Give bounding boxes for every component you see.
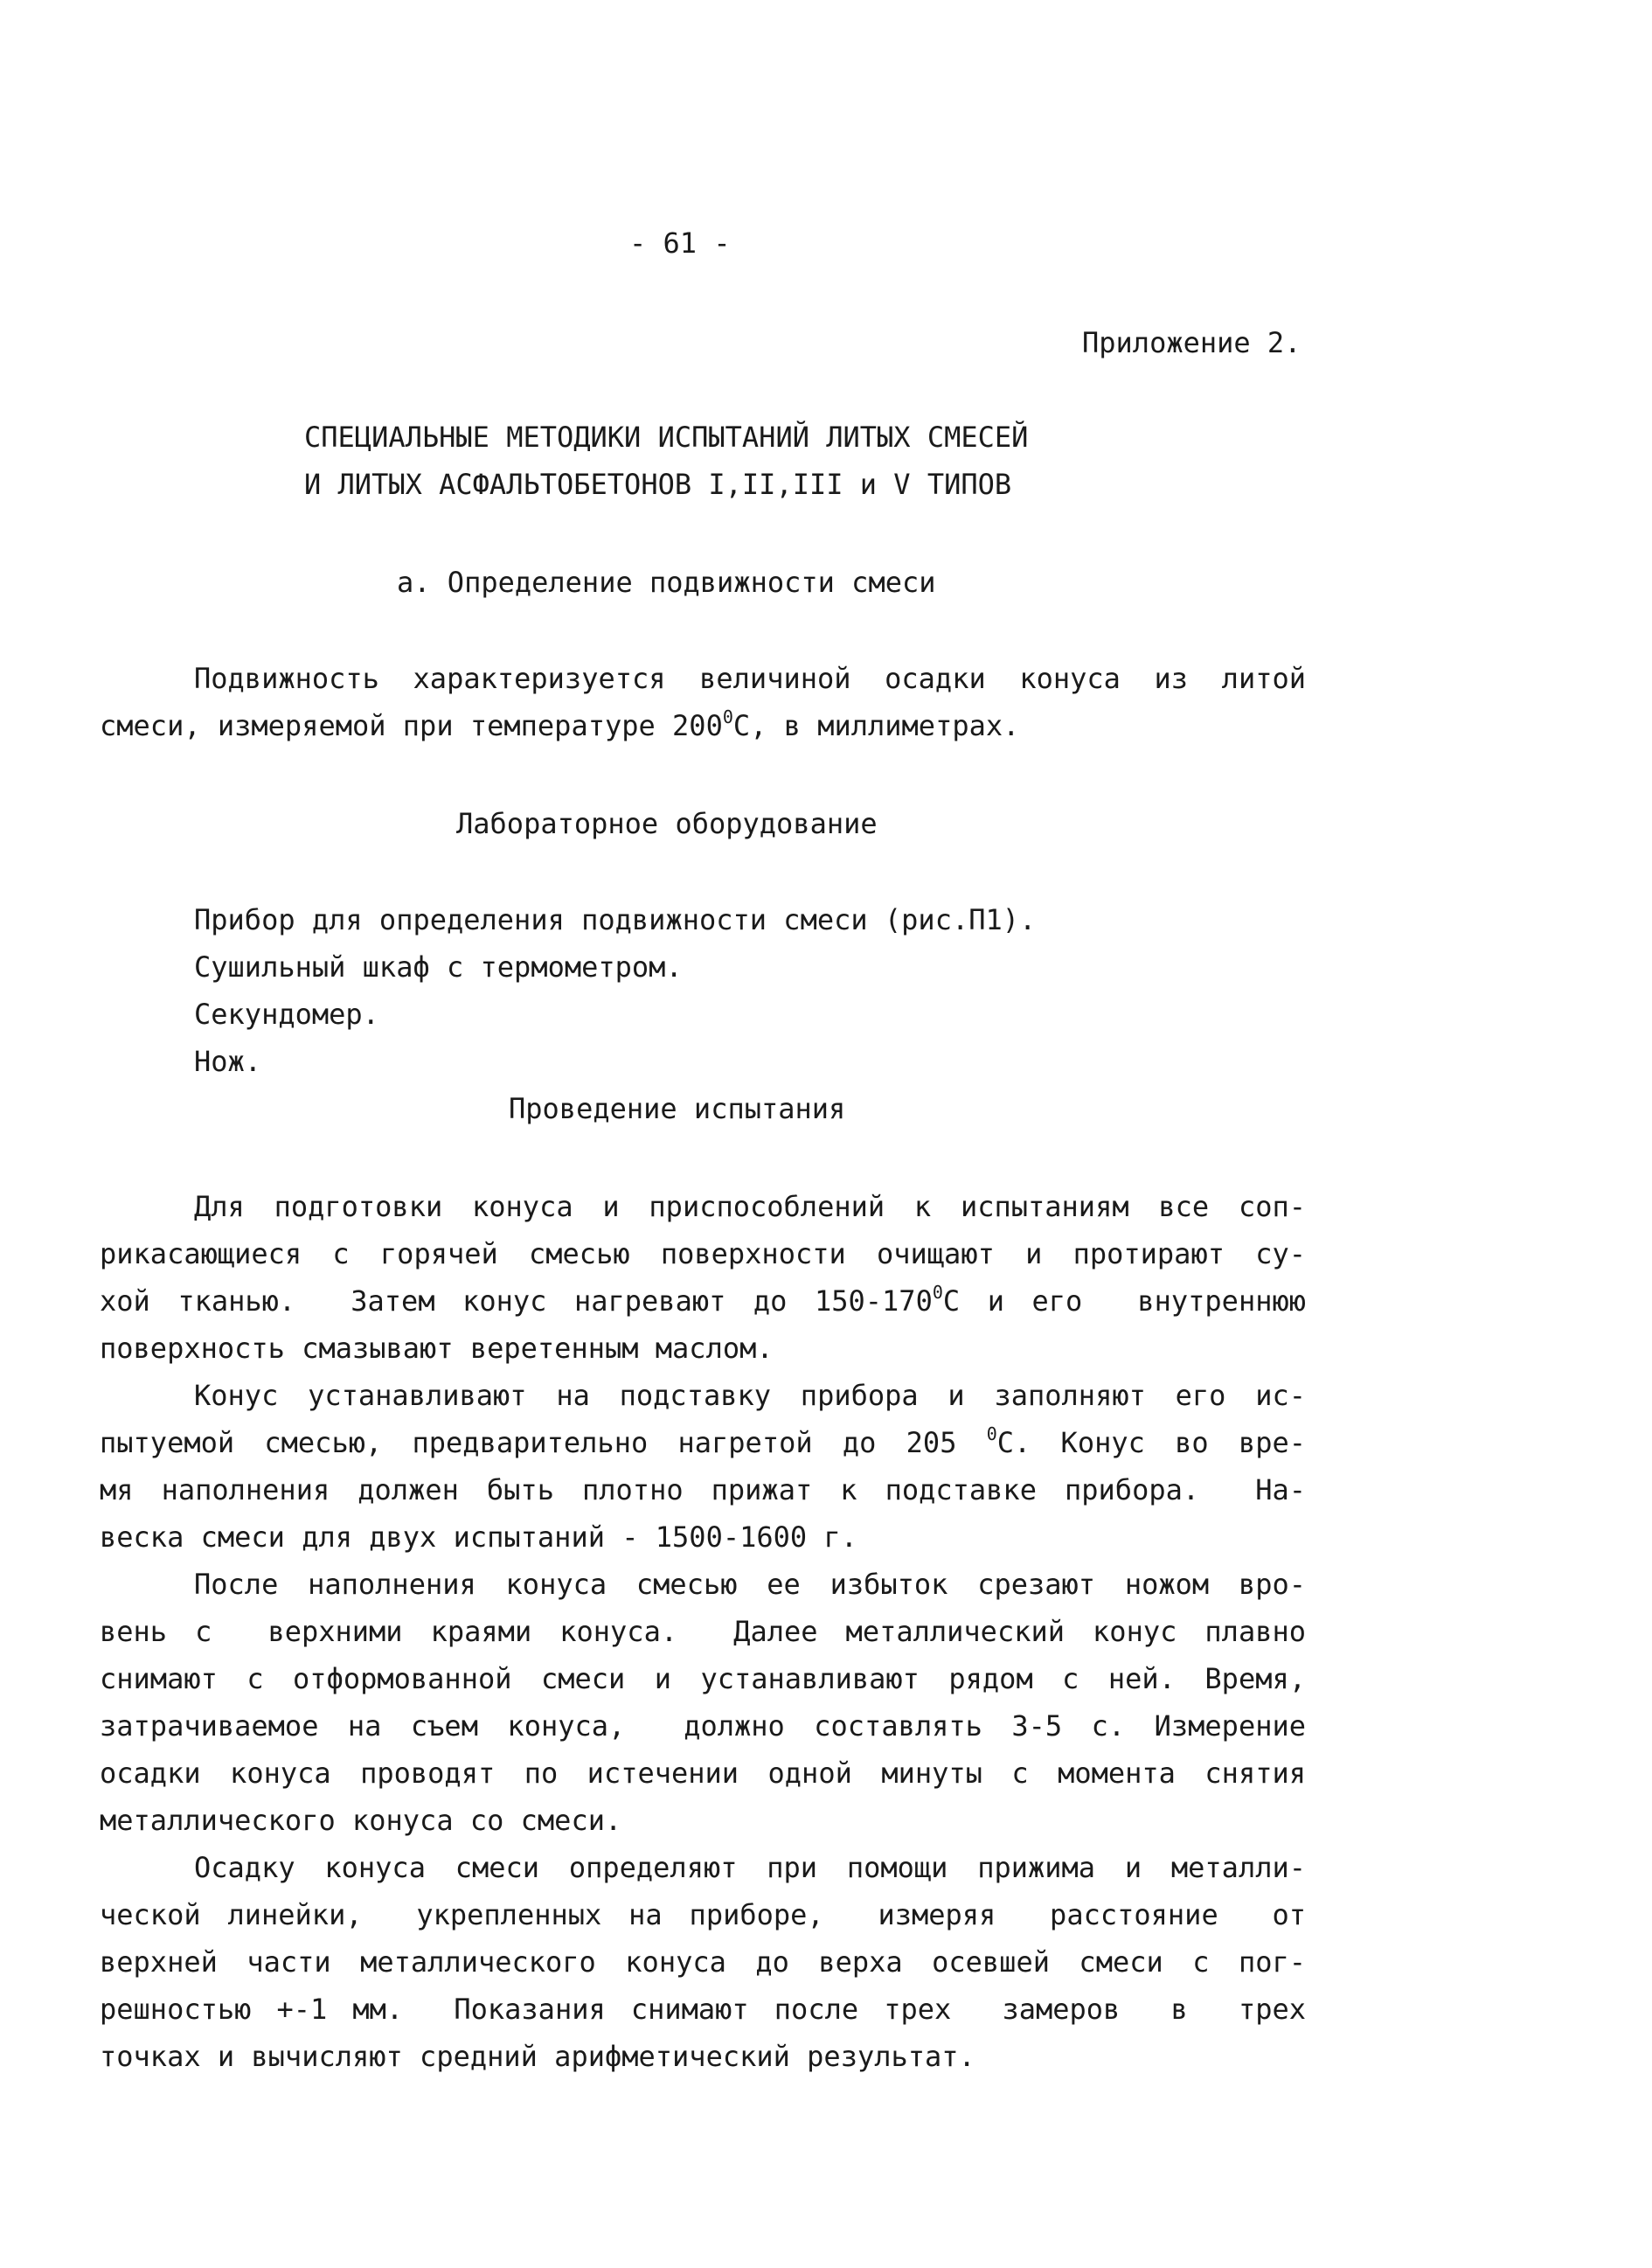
equipment-heading: Лабораторное оборудование: [456, 807, 878, 840]
p4-line-5: точках и вычисляют средний арифметический результат.: [100, 2040, 975, 2073]
p4-line-3: верхней части металлического конуса до верха осевшей смеси с пог-: [100, 1945, 1306, 1979]
procedure-heading: Проведение испытания: [509, 1092, 846, 1125]
p3-line-1: После наполнения конуса смесью ее избыток срезают ножом вро-: [194, 1568, 1306, 1601]
p3-line-3: снимают с отформованной смеси и устанавливают рядом с ней. Время,: [100, 1662, 1306, 1695]
section-a-heading: а. Определение подвижности смеси: [397, 566, 936, 599]
intro-line-2: [100, 708, 1019, 747]
appendix-label: Приложение 2.: [1082, 326, 1301, 359]
degree-superscript: 0: [986, 1423, 997, 1444]
page-number: - 61 -: [629, 226, 731, 260]
p1-line-2: рикасающиеся с горячей смесью поверхности очищают и протирают су-: [100, 1237, 1306, 1270]
p1-line-3-text: хой тканью. Затем конус нагревают до 150-170: [100, 1284, 933, 1318]
title-line-1: СПЕЦИАЛЬНЫЕ МЕТОДИКИ ИСПЫТАНИЙ ЛИТЫХ СМЕСЕЙ: [304, 421, 1029, 454]
degree-superscript: 0: [932, 1282, 943, 1303]
p4-line-4: решностью +-1 мм. Показания снимают после трех замеров в трех: [100, 1993, 1306, 2026]
p1-line-1: Для подготовки конуса и приспособлений к испытаниям все соп-: [194, 1190, 1306, 1223]
p1-line-4: поверхность смазывают веретенным маслом.: [100, 1332, 774, 1365]
p3-line-4: затрачиваемое на съем конуса, должно составлять 3-5 с. Измерение: [100, 1709, 1306, 1743]
intro-line-1: Подвижность характеризуется величиной осадки конуса из литой: [194, 662, 1306, 695]
p2-line-2-text-end: C. Конус во вре-: [996, 1426, 1307, 1459]
title-line-2: И ЛИТЫХ АСФАЛЬТОБЕТОНОВ I,II,III и V ТИПОВ: [304, 468, 1012, 501]
p4-line-2: ческой линейки, укрепленных на приборе, измеряя расстояние от: [100, 1898, 1306, 1931]
p2-line-3: мя наполнения должен быть плотно прижат к подставке прибора. На-: [100, 1473, 1306, 1506]
intro-line-2-text: смеси, измеряемой при температуре 200: [100, 709, 723, 742]
p2-line-1: Конус устанавливают на подставку прибора и заполняют его ис-: [194, 1379, 1306, 1412]
degree-superscript: 0: [722, 706, 733, 727]
equipment-item: Нож.: [194, 1045, 262, 1078]
p3-line-6: металлического конуса со смеси.: [100, 1804, 622, 1837]
p4-line-1: Осадку конуса смеси определяют при помощи прижима и металли-: [194, 1851, 1306, 1884]
p1-line-3-text-end: C и его внутреннюю: [942, 1284, 1307, 1318]
p2-line-4: веска смеси для двух испытаний - 1500-1600 г.: [100, 1520, 857, 1554]
p2-line-2-text: пытуемой смесью, предварительно нагретой до 205: [100, 1426, 987, 1459]
equipment-item: Сушильный шкаф с термометром.: [194, 950, 683, 984]
equipment-item: Секундомер.: [194, 998, 379, 1031]
p3-line-2: вень с верхними краями конуса. Далее металлический конус плавно: [100, 1615, 1306, 1648]
p2-line-2: [100, 1425, 1306, 1464]
equipment-item: Прибор для определения подвижности смеси (рис.П1).: [194, 903, 1037, 936]
p1-line-3: [100, 1284, 1306, 1322]
p3-line-5: осадки конуса проводят по истечении одной минуты с момента снятия: [100, 1757, 1306, 1790]
intro-line-2-text-end: C, в миллиметрах.: [732, 709, 1020, 742]
